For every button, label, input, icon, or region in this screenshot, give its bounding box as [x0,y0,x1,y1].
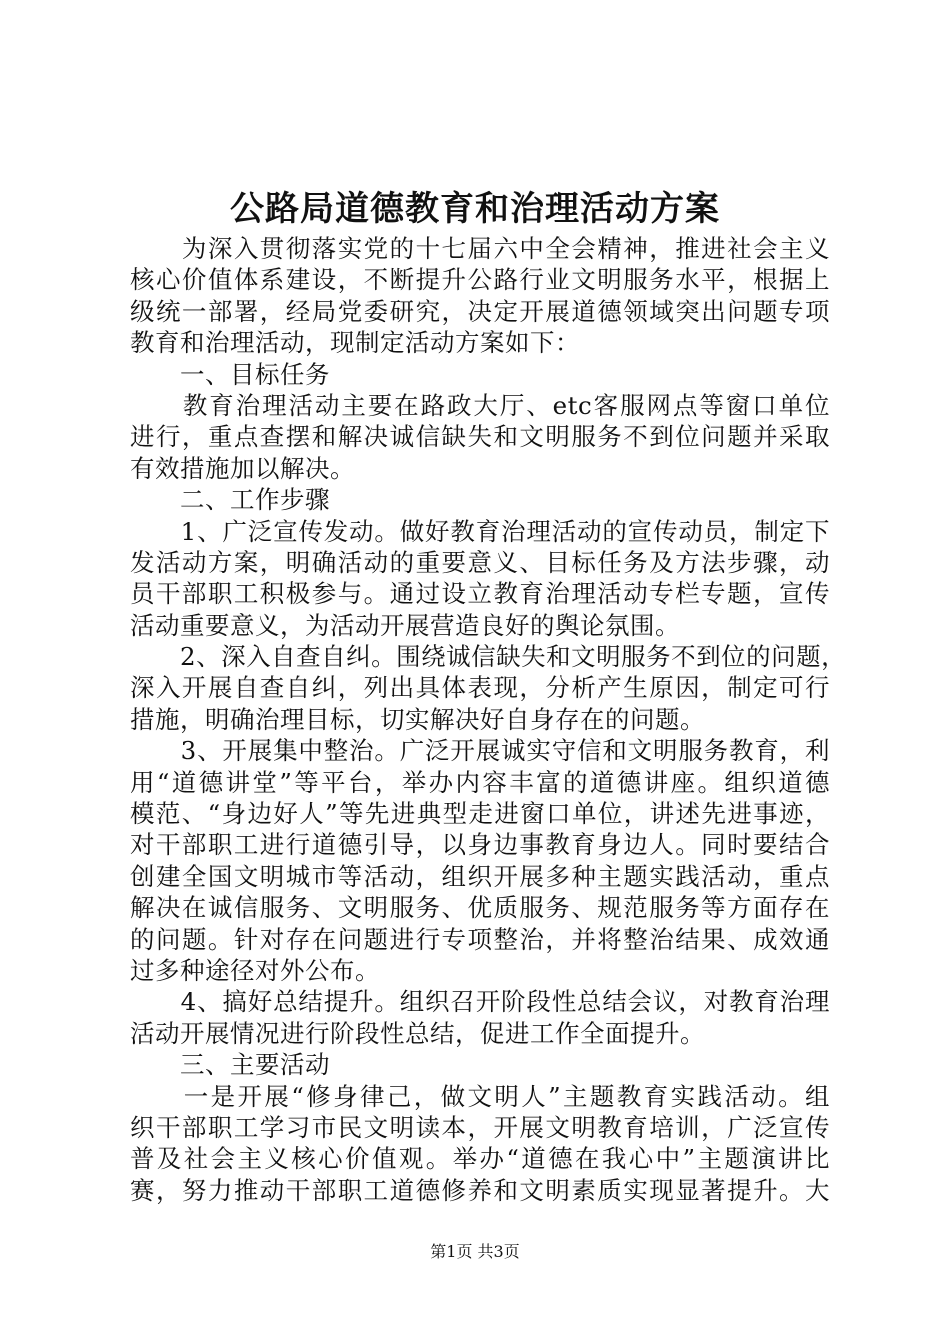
paragraph-line: 对干部职工进行道德引导，以身边事教育身边人。同时要结合 [130,830,830,860]
paragraph-line: 员干部职工积极参与。通过设立教育治理活动专栏专题，宣传 [130,579,830,609]
paragraph-line: 为深入贯彻落实党的十七届六中全会精神，推进社会主义 [130,234,830,263]
paragraph-line: 教育治理活动主要在路政大厅、etc客服网点等窗口单位 [130,390,830,420]
paragraph-line: 发活动方案，明确活动的重要意义、目标任务及方法步骤，动 [130,547,830,577]
paragraph-line: 用“道德讲堂”等平台，举办内容丰富的道德讲座。组织道德 [130,767,830,797]
paragraph-line: 活动开展情况进行阶段性总结，促进工作全面提升。 [130,1018,705,1048]
paragraph-line: 过多种途径对外公布。 [130,955,380,985]
document-title: 公路局道德教育和治理活动方案 [230,189,720,229]
paragraph-line: 教育和治理活动，现制定活动方案如下： [130,328,580,358]
paragraph-line: 核心价值体系建设，不断提升公路行业文明服务水平，根据上 [130,265,830,295]
paragraph-line: 有效措施加以解决。 [130,453,355,483]
paragraph-line: 措施，明确治理目标，切实解决好自身存在的问题。 [130,704,705,734]
paragraph-line: 解决在诚信服务、文明服务、优质服务、规范服务等方面存在 [130,893,830,923]
section-heading: 一、目标任务 [130,359,330,389]
paragraph-line: 2、深入自查自纠。围绕诚信缺失和文明服务不到位的问题， [130,642,847,672]
paragraph-line: 3、开展集中整治。广泛开展诚实守信和文明服务教育，利 [130,736,830,766]
paragraph-line: 的问题。针对存在问题进行专项整治，并将整治结果、成效通 [130,924,830,954]
paragraph-line: 深入开展自查自纠，列出具体表现，分析产生原因，制定可行 [130,673,830,703]
section-heading: 三、主要活动 [130,1050,330,1080]
paragraph-line: 4、搞好总结提升。组织召开阶段性总结会议，对教育治理 [130,987,830,1017]
section-heading: 二、工作步骤 [130,485,330,515]
page-number: 第1页 共3页 [430,1242,520,1261]
paragraph-line: 织干部职工学习市民文明读本，开展文明教育培训，广泛宣传 [130,1112,830,1142]
paragraph-line: 模范、“身边好人”等先进典型走进窗口单位，讲述先进事迹， [130,799,830,829]
paragraph-line: 创建全国文明城市等活动，组织开展多种主题实践活动，重点 [130,861,830,891]
paragraph-line: 活动重要意义，为活动开展营造良好的舆论氛围。 [130,610,680,640]
document-body [130,233,847,1206]
paragraph-line: 进行，重点查摆和解决诚信缺失和文明服务不到位问题并采取 [130,422,830,452]
paragraph-line: 赛，努力推动干部职工道德修养和文明素质实现显著提升。大 [130,1175,830,1205]
paragraph-line: 普及社会主义核心价值观。举办“道德在我心中”主题演讲比 [130,1144,830,1174]
paragraph-line: 级统一部署，经局党委研究，决定开展道德领域突出问题专项 [130,296,830,326]
paragraph-line: 1、广泛宣传发动。做好教育治理活动的宣传动员，制定下 [130,516,830,546]
paragraph-line: 一是开展“修身律己，做文明人”主题教育实践活动。组 [130,1081,830,1111]
